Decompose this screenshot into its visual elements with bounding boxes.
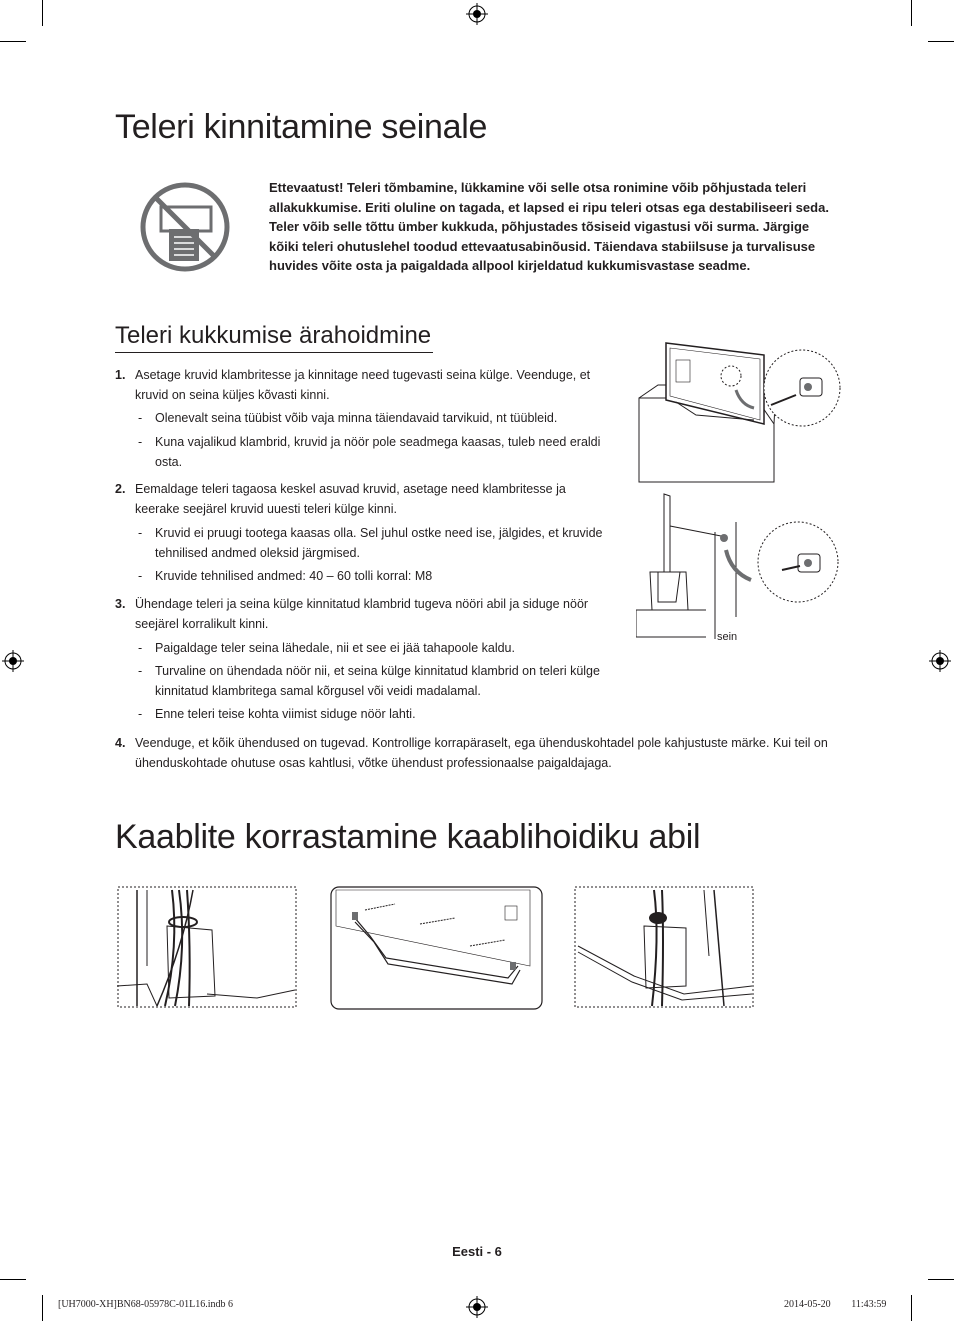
bullet-dash: - (138, 664, 143, 678)
crop-mark (42, 1295, 43, 1321)
step-number: 3. (115, 597, 126, 611)
sub-step-text: Turvaline on ühendada nöör nii, et seina külge kinnitatud klambrid on teleri külge kinnitatud klambritega samal kõrgusel või veidi madalamal. (155, 664, 600, 698)
step-text: Asetage kruvid klambritesse ja kinnitage need tugevasti seina külge. Veenduge, et kruvid on seina küljes kõvasti kinni. (135, 368, 591, 402)
page-number: Eesti - 6 (452, 1244, 502, 1259)
step-number: 4. (115, 736, 126, 750)
registration-mark-icon (466, 3, 488, 25)
sub-step-text: Olenevalt seina tüübist võib vaja minna täiendavaid tarvikuid, nt tüübleid. (155, 411, 558, 425)
no-climbing-warning-icon (139, 181, 231, 273)
crop-mark (928, 41, 954, 42)
step-text: Ühendage teleri ja seina külge kinnitatud klambrid tugeva nööri abil ja siduge nöör seejärel korralikult kinni. (135, 597, 589, 631)
bullet-dash: - (138, 707, 143, 721)
registration-mark-icon (929, 650, 951, 672)
sub-step-text: Kruvide tehnilised andmed: 40 – 60 tolli korral: M8 (155, 569, 433, 583)
cable-holder-illustration-left (117, 886, 299, 1010)
cable-holder-illustration-center (330, 886, 544, 1012)
bullet-dash: - (138, 569, 143, 583)
cable-holder-illustration-right (574, 886, 756, 1010)
step-text: Eemaldage teleri tagaosa keskel asuvad kruvid, asetage need klambritesse ja keerake seejärel kruvid uuesti teleri külge kinni. (135, 482, 566, 516)
tv-clamp-illustration (636, 340, 841, 485)
title-underline (115, 352, 433, 353)
bullet-dash: - (138, 641, 143, 655)
registration-mark-icon (2, 650, 24, 672)
section-title-cable-management: Kaablite korrastamine kaablihoidiku abil (115, 818, 701, 856)
sub-step-text: Kruvid ei pruugi tootega kaasas olla. Sel juhul ostke need ise, jälgides, et kruvide tehnilised andmed oleksid järgmised. (155, 526, 603, 560)
step-number: 2. (115, 482, 126, 496)
wall-label: sein (717, 631, 738, 643)
print-slug-left: [UH7000-XH]BN68-05978C-01L16.indb 6 (58, 1299, 233, 1310)
step-text: Veenduge, et kõik ühendused on tugevad. Kontrollige korrapäraselt, ega ühenduskohtadel pole kahjustuste märke. Kui teil on ühenduskohtade ohutuse osas kahtlusi, võtke ühendust professionaalse paigaldajaga. (135, 736, 828, 770)
bullet-dash: - (138, 411, 143, 425)
crop-mark (0, 1279, 26, 1280)
print-slug-right: 2014-05-20 ￿￿ 11:43:59 (784, 1299, 887, 1310)
crop-mark (928, 1279, 954, 1280)
bullet-dash: - (138, 435, 143, 449)
crop-mark (911, 0, 912, 26)
warning-text: Ettevaatust! Teleri tõmbamine, lükkamine või selle otsa ronimine võib põhjustada teleri allakukkumise. Eriti oluline on tagada, et lapsed ei ripu teleri otsas ega destabiliseeri seda. Teler võib selle tõttu ümber kukkuda, põhjustades tõsiseid vigastusi või surma. Järgige kõiki teleri ohutuslehel toodud ettevaatusabinõusid. Täiendava stabiilsuse ja turvalisuse huvides võite osta ja paigaldada allpool kirjeldatud kukkumisvastase seadme. (269, 180, 829, 273)
tv-wall-illustration (636, 492, 846, 642)
bullet-dash: - (138, 526, 143, 540)
step-number: 1. (115, 368, 126, 382)
registration-mark-icon (466, 1296, 488, 1318)
subsection-title-fall-prevention: Teleri kukkumise ärahoidmine (115, 322, 432, 349)
crop-mark (0, 41, 26, 42)
sub-step-text: Paigaldage teler seina lähedale, nii et see ei jää tahapoole kaldu. (155, 641, 515, 655)
sub-step-text: Kuna vajalikud klambrid, kruvid ja nöör pole seadmega kaasas, tuleb need eraldi osta. (155, 435, 601, 469)
sub-step-text: Enne teleri teise kohta viimist siduge nöör lahti. (155, 707, 416, 721)
crop-mark (42, 0, 43, 26)
crop-mark (911, 1295, 912, 1321)
section-title-wall-mount: Teleri kinnitamine seinale (115, 108, 488, 146)
